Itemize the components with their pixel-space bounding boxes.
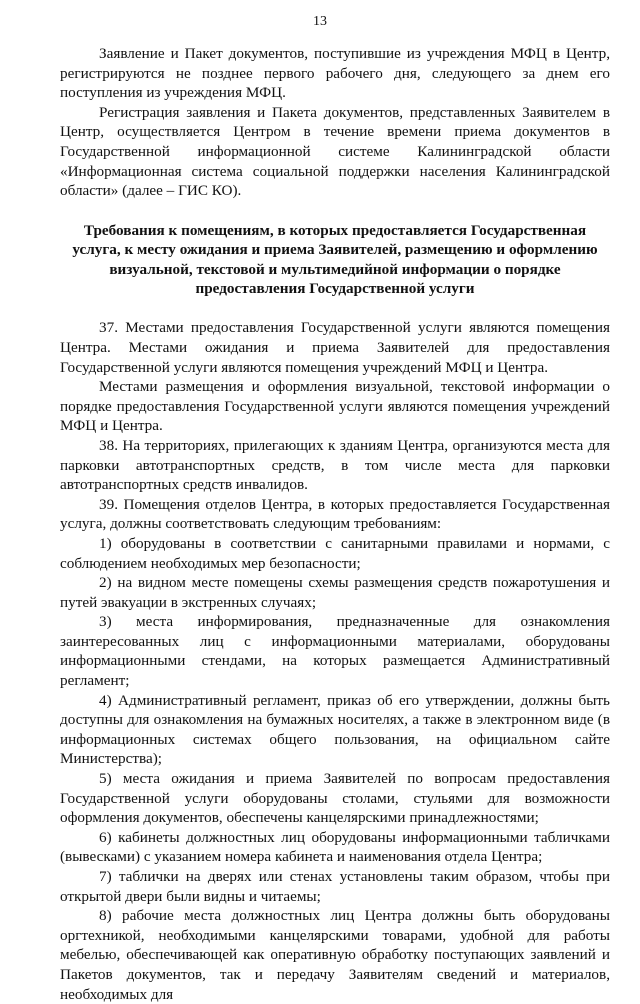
paragraph-39: 39. Помещения отделов Центра, в которых предоставляется Государственная услуга, должны соответствовать следующим требованиям: bbox=[60, 495, 610, 533]
requirement-item-5: 5) места ожидания и приема Заявителей по вопросам предоставления Государственной услуги оборудованы столами, стульями для возможности оформления документов, обеспечены канцелярскими принадлежностями; bbox=[60, 770, 610, 827]
section-heading: Требования к помещениям, в которых предоставляется Государственная услуга, к месту ожидания и приема Заявителей, размещению и оформлению визуальной, текстовой и мультимедийной информации о порядке предоставления Государственной услуги bbox=[72, 221, 598, 297]
requirement-item-6: 6) кабинеты должностных лиц оборудованы информационными табличками (вывесками) с указанием номера кабинета и наименования отдела Центра; bbox=[60, 828, 610, 866]
requirement-item-4: 4) Административный регламент, приказ об его утверждении, должны быть доступны для ознакомления на бумажных носителях, а также в электронном виде (в информационных системах общего пользования, на официальном сайте Министерства); bbox=[60, 691, 610, 768]
requirement-item-2: 2) на видном месте помещены схемы размещения средств пожаротушения и путей эвакуации в экстренных случаях; bbox=[60, 574, 610, 611]
paragraph-37: 37. Местами предоставления Государственной услуги являются помещения Центра. Местами ожидания и приема Заявителей для предоставления Государственной услуги являются помещения учреждений МФЦ и Центра. bbox=[60, 319, 610, 376]
paragraph-38: 38. На территориях, прилегающих к зданиям Центра, организуются места для парковки автотранспортных средств, в том числе места для парковки автотранспортных средств инвалидов. bbox=[60, 436, 610, 494]
page-number: 13 bbox=[313, 14, 327, 29]
intro-paragraph-1: Заявление и Пакет документов, поступившие из учреждения МФЦ в Центр, регистрируются не позднее первого рабочего дня, следующего за днем его поступления из учреждения МФЦ. bbox=[60, 45, 610, 102]
requirement-item-8: 8) рабочие места должностных лиц Центра должны быть оборудованы оргтехникой, необходимыми канцелярскими товарами, удобной для работы мебелью, обеспечивающей как оперативную обработку поступающих заявлений и Пакетов документов, так и передачу Заявителям сведений и материалов, необходимых для bbox=[60, 907, 610, 1003]
requirement-item-7: 7) таблички на дверях или стенах установлены таким образом, чтобы при открытой двери были видны и читаемы; bbox=[60, 868, 610, 905]
requirement-item-3: 3) места информирования, предназначенные для ознакомления заинтересованных лиц с информационными материалами, оборудованы информационными стендами, на которых размещается Административный регламент; bbox=[60, 613, 610, 690]
document-body bbox=[60, 44, 610, 1004]
intro-paragraph-2: Регистрация заявления и Пакета документов, представленных Заявителем в Центр, осуществляется Центром в течение времени приема документов в Государственной информационной системе Калининградской области «Информационная система социальной поддержки населения Калининградской области» (далее – ГИС КО). bbox=[60, 103, 610, 200]
paragraph-37-info-placement: Местами размещения и оформления визуальной, текстовой информации о порядке предоставления Государственной услуги являются помещения учреждений МФЦ и Центра. bbox=[60, 378, 610, 435]
requirement-item-1: 1) оборудованы в соответствии с санитарными правилами и нормами, с соблюдением необходимых мер безопасности; bbox=[60, 534, 610, 572]
